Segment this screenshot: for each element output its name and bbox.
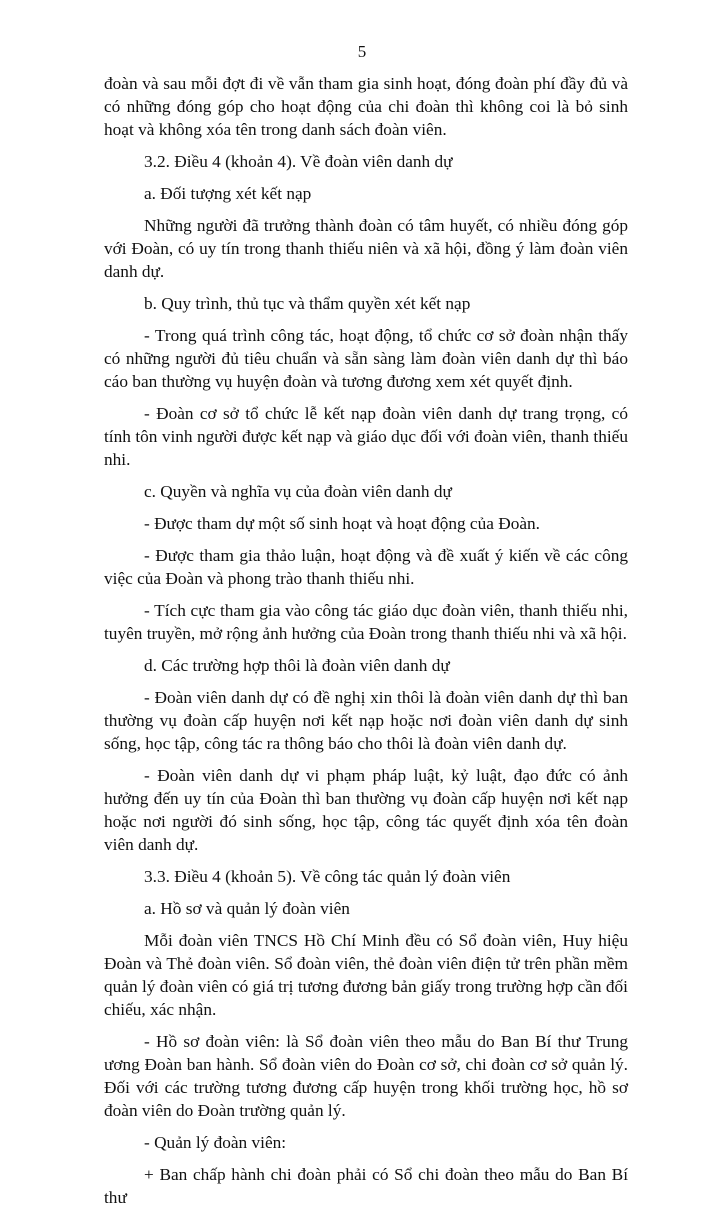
paragraph: - Được tham gia thảo luận, hoạt động và đề xuất ý kiến về các công việc của Đoàn và phong trào thanh thiếu nhi. bbox=[104, 546, 628, 588]
paragraph: 3.2. Điều 4 (khoản 4). Về đoàn viên danh dự bbox=[144, 152, 453, 171]
page-number: 5 bbox=[357, 42, 367, 61]
paragraph: - Đoàn viên danh dự vi phạm pháp luật, kỷ luật, đạo đức có ảnh hưởng đến uy tín của Đoàn thì ban thường vụ đoàn cấp huyện nơi kết nạp hoặc nơi người đó sinh sống, học tập, công tác quyết định xóa tên đoàn viên danh dự. bbox=[104, 766, 628, 854]
paragraph: - Trong quá trình công tác, hoạt động, tổ chức cơ sở đoàn nhận thấy có những người đủ tiêu chuẩn và sẵn sàng làm đoàn viên danh dự thì báo cáo ban thường vụ huyện đoàn và tương đương xem xét quyết định. bbox=[104, 326, 628, 391]
paragraph: - Tích cực tham gia vào công tác giáo dục đoàn viên, thanh thiếu nhi, tuyên truyền, mở rộng ảnh hưởng của Đoàn trong thanh thiếu nhi và xã hội. bbox=[104, 601, 628, 643]
document-body bbox=[104, 72, 628, 1218]
paragraph: c. Quyền và nghĩa vụ của đoàn viên danh dự bbox=[144, 482, 452, 501]
paragraph: - Hồ sơ đoàn viên: là Sổ đoàn viên theo mẫu do Ban Bí thư Trung ương Đoàn ban hành. Sổ đoàn viên do Đoàn cơ sở, chi đoàn cơ sở quản lý. Đối với các trường tương đương cấp huyện trong khối trường học, hồ sơ đoàn viên do Đoàn trường quản lý. bbox=[104, 1032, 628, 1120]
paragraph: - Đoàn viên danh dự có đề nghị xin thôi là đoàn viên danh dự thì ban thường vụ đoàn cấp huyện nơi kết nạp hoặc nơi đoàn viên danh dự sinh sống, học tập, công tác ra thông báo cho thôi là đoàn viên danh dự. bbox=[104, 688, 628, 753]
paragraph: a. Đối tượng xét kết nạp bbox=[144, 184, 312, 203]
paragraph: 3.3. Điều 4 (khoản 5). Về công tác quản lý đoàn viên bbox=[144, 867, 511, 886]
paragraph: - Được tham dự một số sinh hoạt và hoạt động của Đoàn. bbox=[144, 514, 540, 533]
paragraph: a. Hồ sơ và quản lý đoàn viên bbox=[144, 899, 350, 918]
paragraph: b. Quy trình, thủ tục và thẩm quyền xét kết nạp bbox=[144, 294, 471, 313]
paragraph: Mỗi đoàn viên TNCS Hồ Chí Minh đều có Sổ đoàn viên, Huy hiệu Đoàn và Thẻ đoàn viên. Sổ đoàn viên, thẻ đoàn viên điện tử trên phần mềm quản lý đoàn viên có giá trị tương đương bản giấy trong trường hợp cần đối chiếu, xác nhận. bbox=[104, 931, 628, 1019]
paragraph: + Ban chấp hành chi đoàn phải có Sổ chi đoàn theo mẫu do Ban Bí thư bbox=[104, 1165, 628, 1207]
paragraph: d. Các trường hợp thôi là đoàn viên danh dự bbox=[144, 656, 450, 675]
paragraph: - Đoàn cơ sở tổ chức lễ kết nạp đoàn viên danh dự trang trọng, có tính tôn vinh người được kết nạp và giáo dục đối với đoàn viên, thanh thiếu nhi. bbox=[104, 404, 628, 469]
paragraph: đoàn và sau mỗi đợt đi về vẫn tham gia sinh hoạt, đóng đoàn phí đầy đủ và có những đóng góp cho hoạt động của chi đoàn thì không coi là bỏ sinh hoạt và không xóa tên trong danh sách đoàn viên. bbox=[104, 74, 628, 139]
paragraph: - Quản lý đoàn viên: bbox=[144, 1133, 287, 1152]
paragraph: Những người đã trưởng thành đoàn có tâm huyết, có nhiều đóng góp với Đoàn, có uy tín trong thanh thiếu niên và xã hội, đồng ý làm đoàn viên danh dự. bbox=[104, 216, 628, 281]
